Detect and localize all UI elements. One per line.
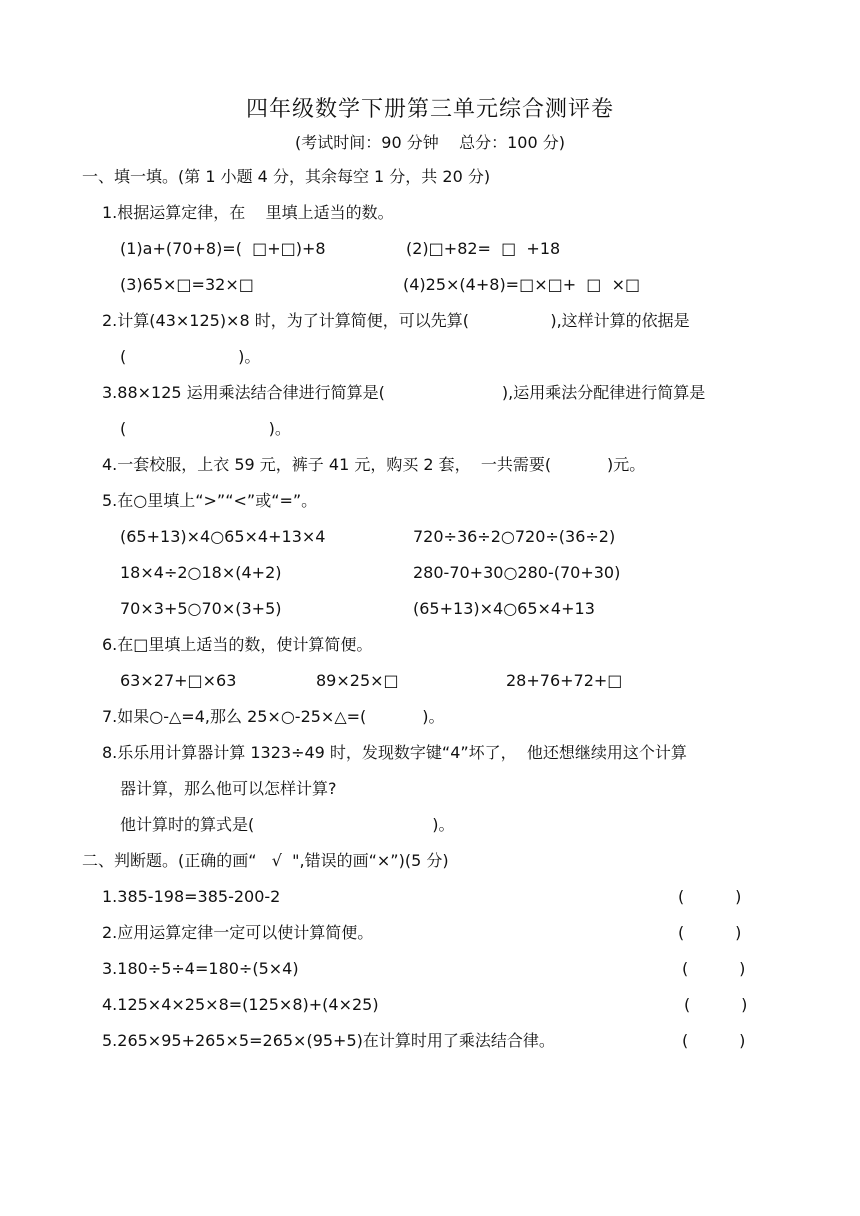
- q5-row1-right: 720÷36÷2○720÷(36÷2): [413, 527, 616, 546]
- q4-text: 4.一套校服，上衣 59 元，裤子 41 元，购买 2 套， 一共需要( )元。: [102, 455, 646, 474]
- q6-text: 6.在□里填上适当的数，使计算简便。: [102, 635, 373, 654]
- judge-answer-1: ( ): [678, 887, 742, 906]
- judge-item-3: 3.180÷5÷4=180÷(5×4): [102, 959, 299, 978]
- q5-row1-left: (65+13)×4○65×4+13×4: [120, 527, 326, 546]
- q3-line1: 3.88×125 运用乘法结合律进行简算是( ),运用乘法分配律进行简算是: [102, 383, 706, 402]
- q5-text: 5.在○里填上“>”“<”或“=”。: [102, 491, 318, 510]
- judge-answer-2: ( ): [678, 923, 742, 942]
- q5-row3-left: 70×3+5○70×(3+5): [120, 599, 282, 618]
- q8-line3: 他计算时的算式是( )。: [120, 815, 455, 834]
- judge-item-5: 5.265×95+265×5=265×(95+5)在计算时用了乘法结合律。: [102, 1031, 555, 1050]
- q2-line1: 2.计算(43×125)×8 时，为了计算简便，可以先算( ),这样计算的依据是: [102, 311, 690, 330]
- q1-part3: (3)65×□=32×□: [120, 275, 254, 294]
- q6-part3: 28+76+72+□: [506, 671, 623, 690]
- q6-part1: 63×27+□×63: [120, 671, 237, 690]
- q1-part4: (4)25×(4+8)=□×□+ □ ×□: [403, 275, 641, 294]
- judge-answer-3: ( ): [682, 959, 746, 978]
- q6-part2: 89×25×□: [316, 671, 399, 690]
- page-title: 四年级数学下册第三单元综合测评卷: [245, 97, 614, 122]
- q1-text: 1.根据运算定律，在 里填上适当的数。: [102, 203, 394, 222]
- q5-row2-left: 18×4÷2○18×(4+2): [120, 563, 282, 582]
- page-subtitle: (考试时间：90 分钟 总分：100 分): [295, 133, 565, 152]
- q1-part2: (2)□+82= □ +18: [406, 239, 561, 258]
- section1-heading: 一、填一填。(第 1 小题 4 分，其余每空 1 分，共 20 分): [82, 167, 491, 186]
- q5-row2-right: 280-70+30○280-(70+30): [413, 563, 621, 582]
- q3-line2: ( )。: [120, 419, 291, 438]
- judge-item-2: 2.应用运算定律一定可以使计算简便。: [102, 923, 374, 942]
- judge-answer-5: ( ): [682, 1031, 746, 1050]
- q7-text: 7.如果○-△=4,那么 25×○-25×△=( )。: [102, 707, 445, 726]
- judge-answer-4: ( ): [684, 995, 748, 1014]
- q1-part1: (1)a+(70+8)=( □+□)+8: [120, 239, 326, 258]
- judge-item-4: 4.125×4×25×8=(125×8)+(4×25): [102, 995, 379, 1014]
- q2-line2: ( )。: [120, 347, 261, 366]
- q8-line1: 8.乐乐用计算器计算 1323÷49 时，发现数字键“4”坏了， 他还想继续用这个计算: [102, 743, 687, 762]
- q5-row3-right: (65+13)×4○65×4+13: [413, 599, 595, 618]
- q8-line2: 器计算，那么他可以怎样计算?: [120, 779, 337, 798]
- judge-item-1: 1.385-198=385-200-2: [102, 887, 281, 906]
- section2-heading: 二、判断题。(正确的画“ √ ",错误的画“×”)(5 分): [82, 851, 449, 870]
